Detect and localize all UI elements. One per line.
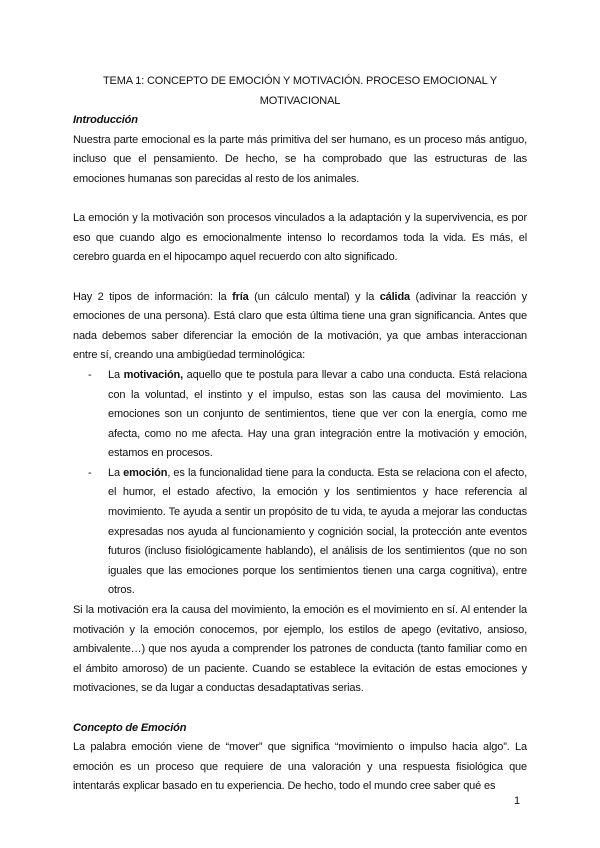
text-run: La: [108, 368, 124, 381]
concept-paragraph-1: La palabra emoción viene de “mover” que significa “movimiento o impulso hacia algo”. La emoción es un proceso que requiere de una valoración y una respuesta fisiológica que intentarás explicar basado en tu experiencia. De hecho, todo el mundo cree saber qué es: [73, 741, 527, 793]
list-item-motivation: [73, 366, 527, 464]
information-types-paragraph: [73, 288, 527, 366]
text-run: (un cálculo mental) y la: [248, 290, 380, 303]
spacer: [73, 699, 527, 719]
bold-term-motivacion: motivación,: [123, 368, 184, 381]
spacer: [73, 268, 527, 288]
list-item-emotion: [73, 464, 527, 601]
concept-heading: Concepto de Emoción: [73, 721, 187, 734]
text-run: aquello que te postula para llevar a cabo una conducta. Está relaciona con la voluntad, el instinto y el impulso, estas son las causa del movimiento. Las emociones son un conjunto de sentimientos, tiene que ver con la energía, como me afecta, como no me afecta. Hay una gran integración entre la motivación y emoción, estamos en procesos.: [108, 368, 528, 460]
intro-paragraph-1: Nuestra parte emocional es la parte más primitiva del ser humano, es un proceso más antiguo, incluso que el pensamiento. De hecho, se ha comprobado que las estructuras de las emociones humanas son parecidas al resto de los animales.: [73, 133, 527, 185]
motivation-emotion-paragraph: Si la motivación era la causa del movimiento, la emoción es el movimiento en sí. Al entender la motivación y la emoción conocemos, por ejemplo, los estilos de apego (evitativo, ansioso, ambivalente…) que nos ayuda a comprender los patrones de conducta (tanto familiar como en el ámbito amoroso) de un paciente. Cuando se establece la evitación de estas emociones y motivaciones, se da lugar a conductas desadaptativas serias.: [73, 604, 527, 695]
text-run: (adivinar la reacción y emociones de una persona). Está claro que esta última tiene una gran significancia. Antes que nada debemos saber diferenciar la emoción de la motivación, ya que ambas interaccionan entre sí, creando una ambigüedad terminológica:: [73, 290, 527, 362]
spacer: [73, 190, 527, 210]
dash-bullet: -: [88, 368, 92, 381]
intro-paragraph-2: La emoción y la motivación son procesos vinculados a la adaptación y la supervivencia, es por eso que cuando algo es emocionalmente intenso lo recordamos toda la vida. Es más, el cerebro guarda en el hipocampo aquel recuerdo con alto significado.: [73, 212, 527, 264]
text-run: , es la funcionalidad tiene para la conducta. Esta se relaciona con el afecto, el humor, el estado afectivo, la emoción y los sentimientos y hace referencia al movimiento. Te ayuda a sentir un propósito de tu vida, te ayuda a mejorar las conductas expresadas nos ayuda al funcionamiento y cognición social, la protección ante eventos futuros (incluso fisiológicamente hablando), el análisis de los sentimientos (que no son iguales que las emociones porque los sentimientos tienen una carga cognitiva), entre otros.: [108, 466, 527, 597]
document-title: TEMA 1: CONCEPTO DE EMOCIÓN Y MOTIVACIÓN. PROCESO EMOCIONAL Y MOTIVACIONAL: [102, 75, 498, 107]
text-run: Hay 2 tipos de información: la: [73, 290, 233, 303]
page-content: [73, 72, 527, 797]
page-number: 1: [514, 795, 521, 807]
intro-heading: Introducción: [73, 114, 138, 127]
bold-term-fria: fría: [232, 290, 249, 303]
definition-list: [73, 366, 527, 601]
bold-term-calida: cálida: [379, 290, 411, 303]
bold-term-emocion: emoción: [123, 466, 168, 479]
text-run: La: [108, 466, 124, 479]
dash-bullet: -: [88, 466, 92, 479]
